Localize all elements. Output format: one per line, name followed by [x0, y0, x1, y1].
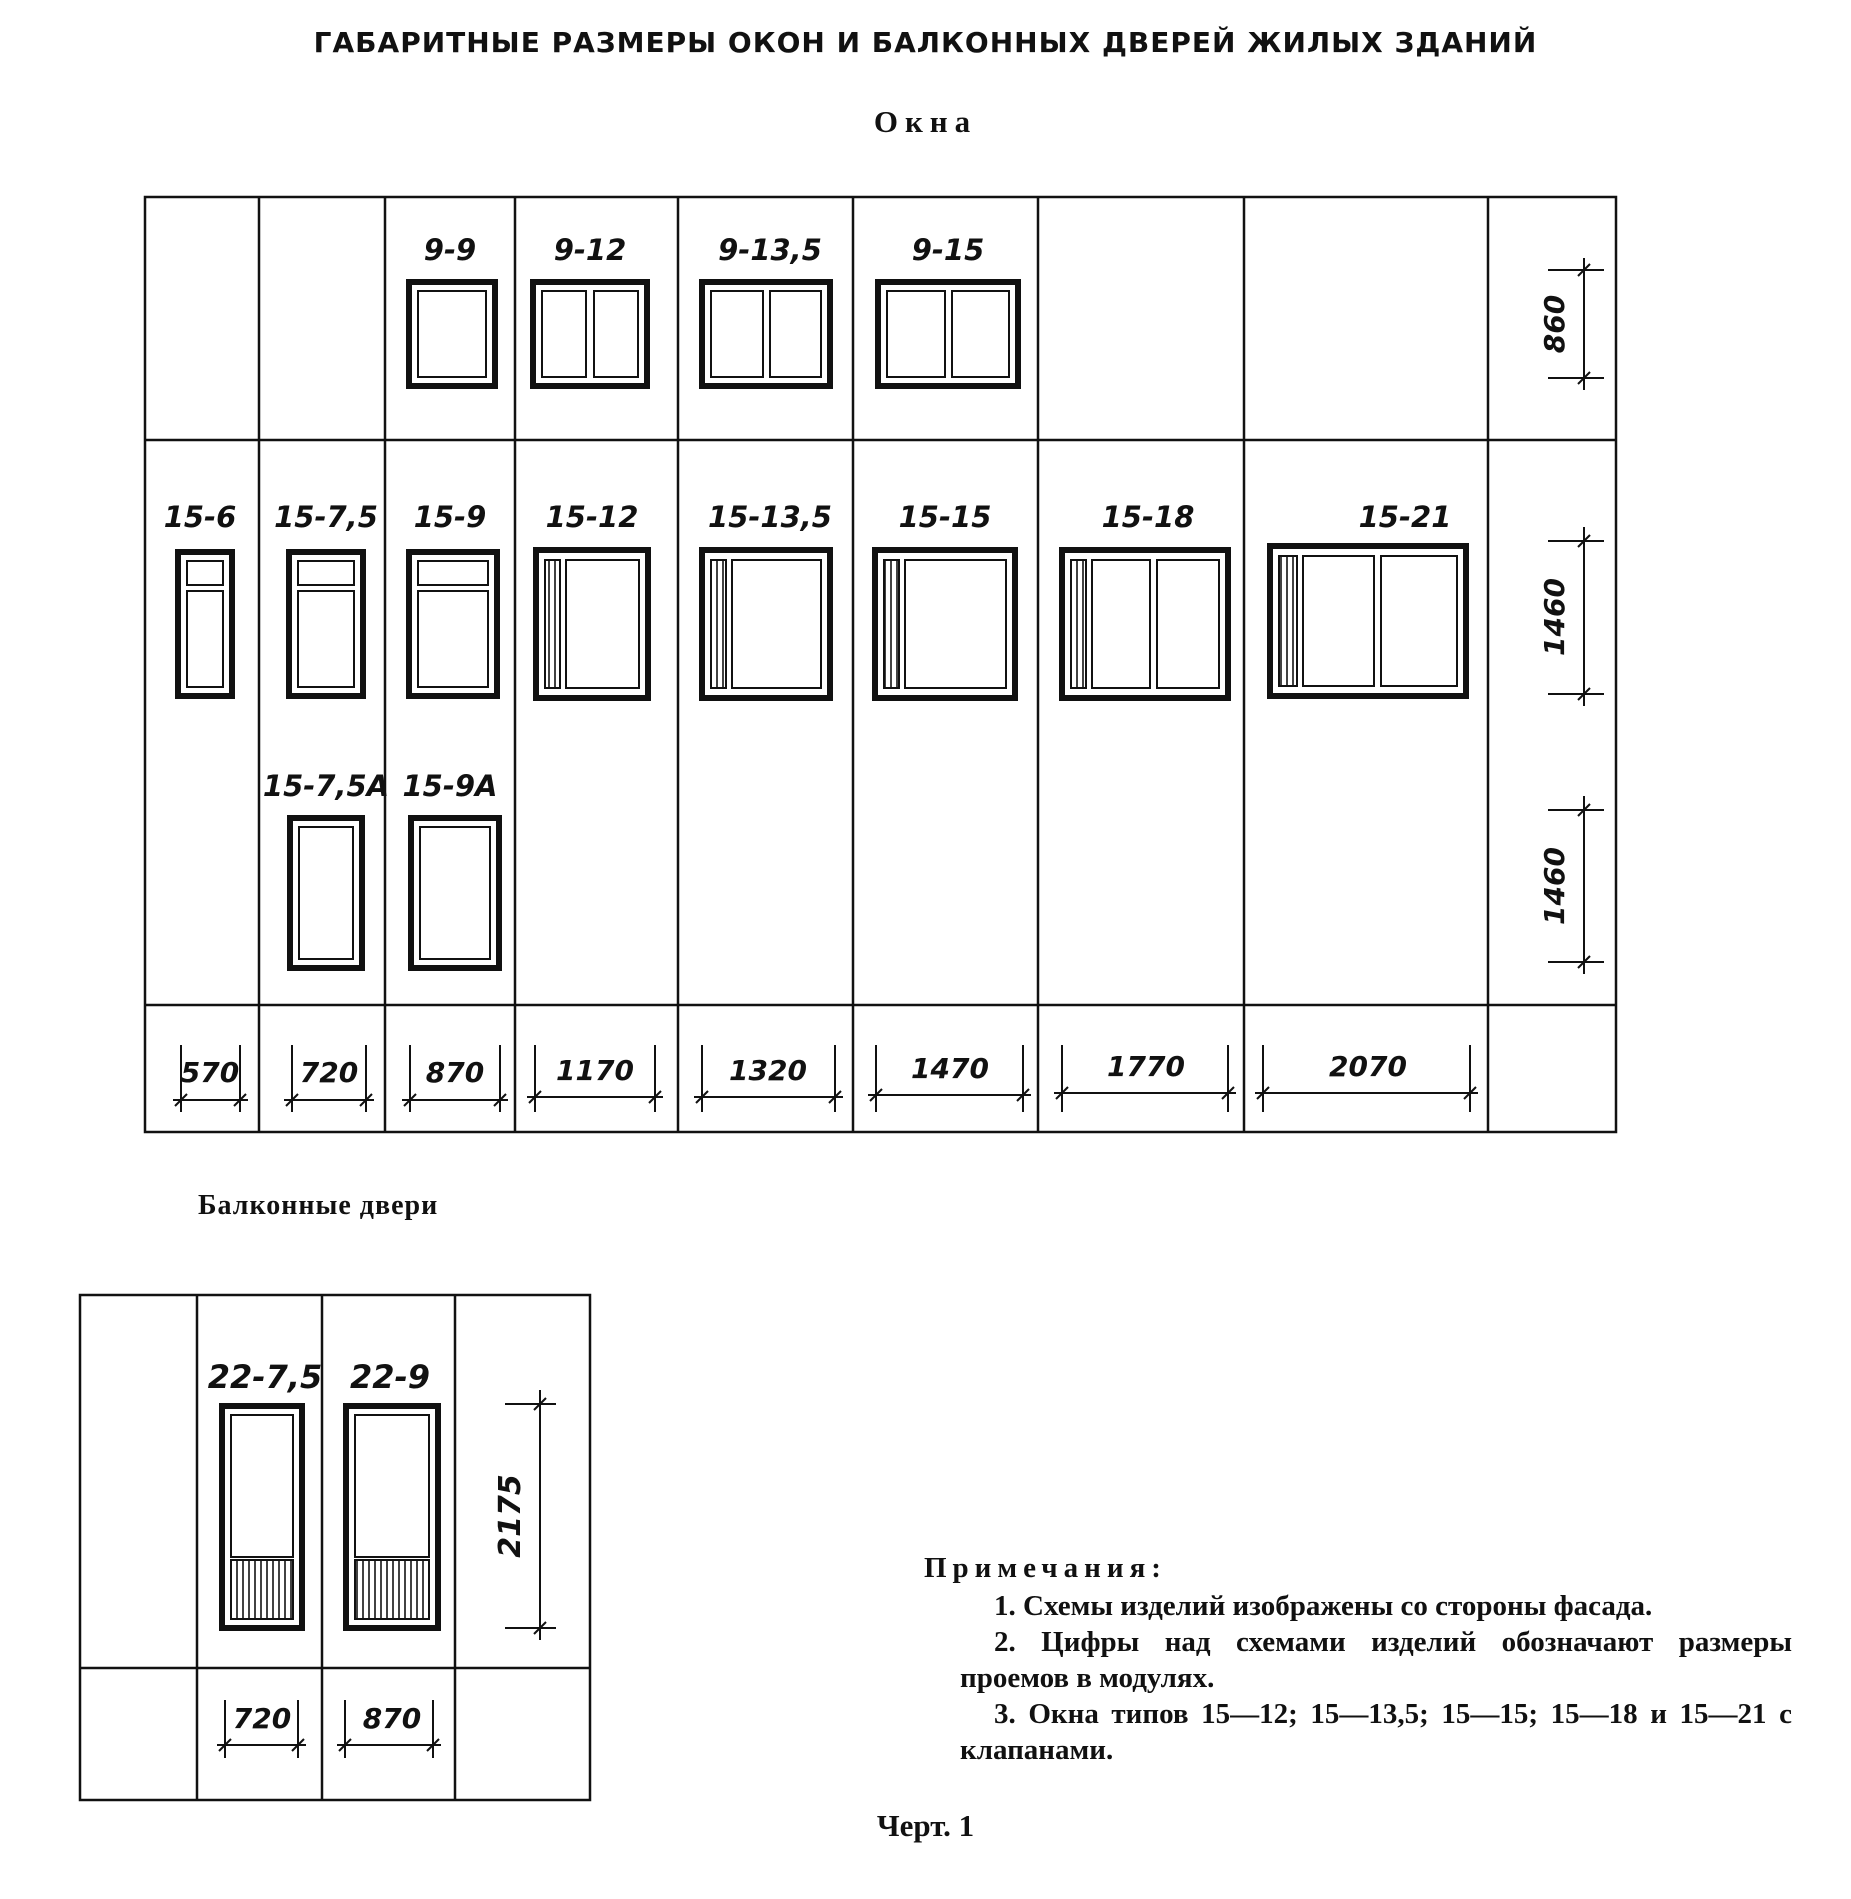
door-type-22-9	[346, 1358, 438, 1628]
window-pane	[732, 560, 821, 688]
width-label: 1170	[556, 1054, 634, 1087]
window-transom	[418, 561, 488, 585]
width-label: 1470	[911, 1052, 989, 1085]
width-label: 1320	[729, 1054, 807, 1087]
window-frame	[411, 818, 499, 968]
door-label: 22-9	[349, 1358, 431, 1396]
window-label: 15-13,5	[708, 500, 832, 534]
window-width-dimensions	[173, 1045, 1478, 1112]
window-pane	[594, 291, 638, 377]
window-pane	[298, 591, 354, 687]
width-label: 870	[425, 1056, 485, 1089]
window-transom	[298, 561, 354, 585]
window-valve	[1279, 556, 1297, 686]
window-label: 9-12	[553, 233, 627, 267]
window-type-15-9	[409, 500, 497, 696]
window-pane	[418, 291, 486, 377]
window-label: 9-13,5	[718, 233, 822, 267]
window-frame	[702, 282, 830, 386]
window-frame	[878, 282, 1018, 386]
window-type-9-12	[533, 233, 647, 386]
window-type-9-13-5	[702, 233, 830, 386]
window-label: 15-7,5А	[262, 769, 390, 803]
window-pane	[187, 591, 223, 687]
figure-label: Черт. 1	[876, 1808, 975, 1843]
windows-heading: Окна	[873, 104, 978, 139]
window-type-15-6	[164, 500, 237, 696]
page-title: ГАБАРИТНЫЕ РАЗМЕРЫ ОКОН И БАЛКОННЫХ ДВЕРЕЙ ЖИЛЫХ ЗДАНИЙ	[313, 26, 1538, 59]
window-frame	[289, 552, 363, 696]
door-glass	[355, 1415, 429, 1557]
window-pane	[887, 291, 945, 377]
window-valve	[1071, 560, 1086, 688]
window-frame	[533, 282, 647, 386]
window-frame	[409, 552, 497, 696]
window-width-labels	[181, 1050, 1407, 1089]
window-label: 15-6	[163, 500, 237, 534]
door-panel	[231, 1560, 293, 1619]
height-label: 1460	[1538, 847, 1571, 925]
window-pane	[711, 291, 763, 377]
window-type-15-12	[536, 500, 648, 698]
width-label: 1770	[1107, 1050, 1185, 1083]
width-label: 570	[180, 1056, 240, 1089]
note-item: 2. Цифры над схемами изделий обозначают размеры проемов в модулях.	[960, 1626, 1792, 1694]
note-item: 1. Схемы изделий изображены со стороны фасада.	[994, 1590, 1653, 1622]
width-label: 2070	[1329, 1050, 1407, 1083]
door-width-label: 870	[362, 1702, 422, 1735]
window-pane	[905, 560, 1006, 688]
window-type-15-7-5	[274, 500, 378, 696]
window-valve	[884, 560, 899, 688]
window-frame	[409, 282, 495, 386]
window-pane	[1092, 560, 1150, 688]
window-pane	[1157, 560, 1219, 688]
window-label: 9-15	[911, 233, 985, 267]
window-type-9-9	[409, 233, 495, 386]
window-label: 15-15	[898, 500, 992, 534]
window-label: 15-12	[545, 500, 639, 534]
window-type-15-13-5	[702, 500, 832, 698]
window-type-15-15	[875, 500, 1015, 698]
window-pane	[1303, 556, 1374, 686]
door-glass	[231, 1415, 293, 1557]
window-pane	[418, 591, 488, 687]
window-pane	[770, 291, 821, 377]
window-height-labels	[1538, 295, 1571, 925]
height-label: 1460	[1538, 578, 1571, 656]
door-height-label: 2175	[493, 1474, 528, 1558]
width-label: 720	[299, 1056, 359, 1089]
window-frame	[290, 818, 362, 968]
balcony-doors-heading: Балконные двери	[198, 1190, 439, 1221]
window-pane	[952, 291, 1009, 377]
window-frame	[1270, 546, 1466, 696]
window-transom	[187, 561, 223, 585]
window-pane	[566, 560, 639, 688]
window-valve	[711, 560, 726, 688]
door-label: 22-7,5	[207, 1358, 323, 1396]
window-label: 9-9	[423, 233, 477, 267]
window-label: 15-18	[1101, 500, 1195, 534]
window-pane	[1381, 556, 1457, 686]
window-label: 15-21	[1358, 500, 1452, 534]
window-valve	[545, 560, 560, 688]
window-type-15-9a	[402, 769, 499, 968]
height-label: 860	[1538, 294, 1571, 354]
window-label: 15-7,5	[274, 500, 378, 534]
window-label: 15-9А	[402, 769, 498, 803]
door-panel	[355, 1560, 429, 1619]
window-label: 15-9	[413, 500, 487, 534]
window-type-15-21	[1270, 500, 1466, 696]
note-item: 3. Окна типов 15—12; 15—13,5; 15—15; 15—18 и 15—21 с клапанами.	[960, 1698, 1792, 1766]
window-pane	[542, 291, 586, 377]
notes-title: Примечания:	[924, 1552, 1167, 1584]
window-type-15-7-5a	[263, 769, 389, 968]
door-type-22-7-5	[208, 1358, 323, 1628]
window-type-9-15	[878, 233, 1018, 386]
door-width-label: 720	[232, 1702, 292, 1735]
notes-block	[924, 1550, 1792, 1768]
window-pane	[420, 827, 490, 959]
window-type-15-18	[1062, 500, 1228, 698]
window-pane	[299, 827, 353, 959]
